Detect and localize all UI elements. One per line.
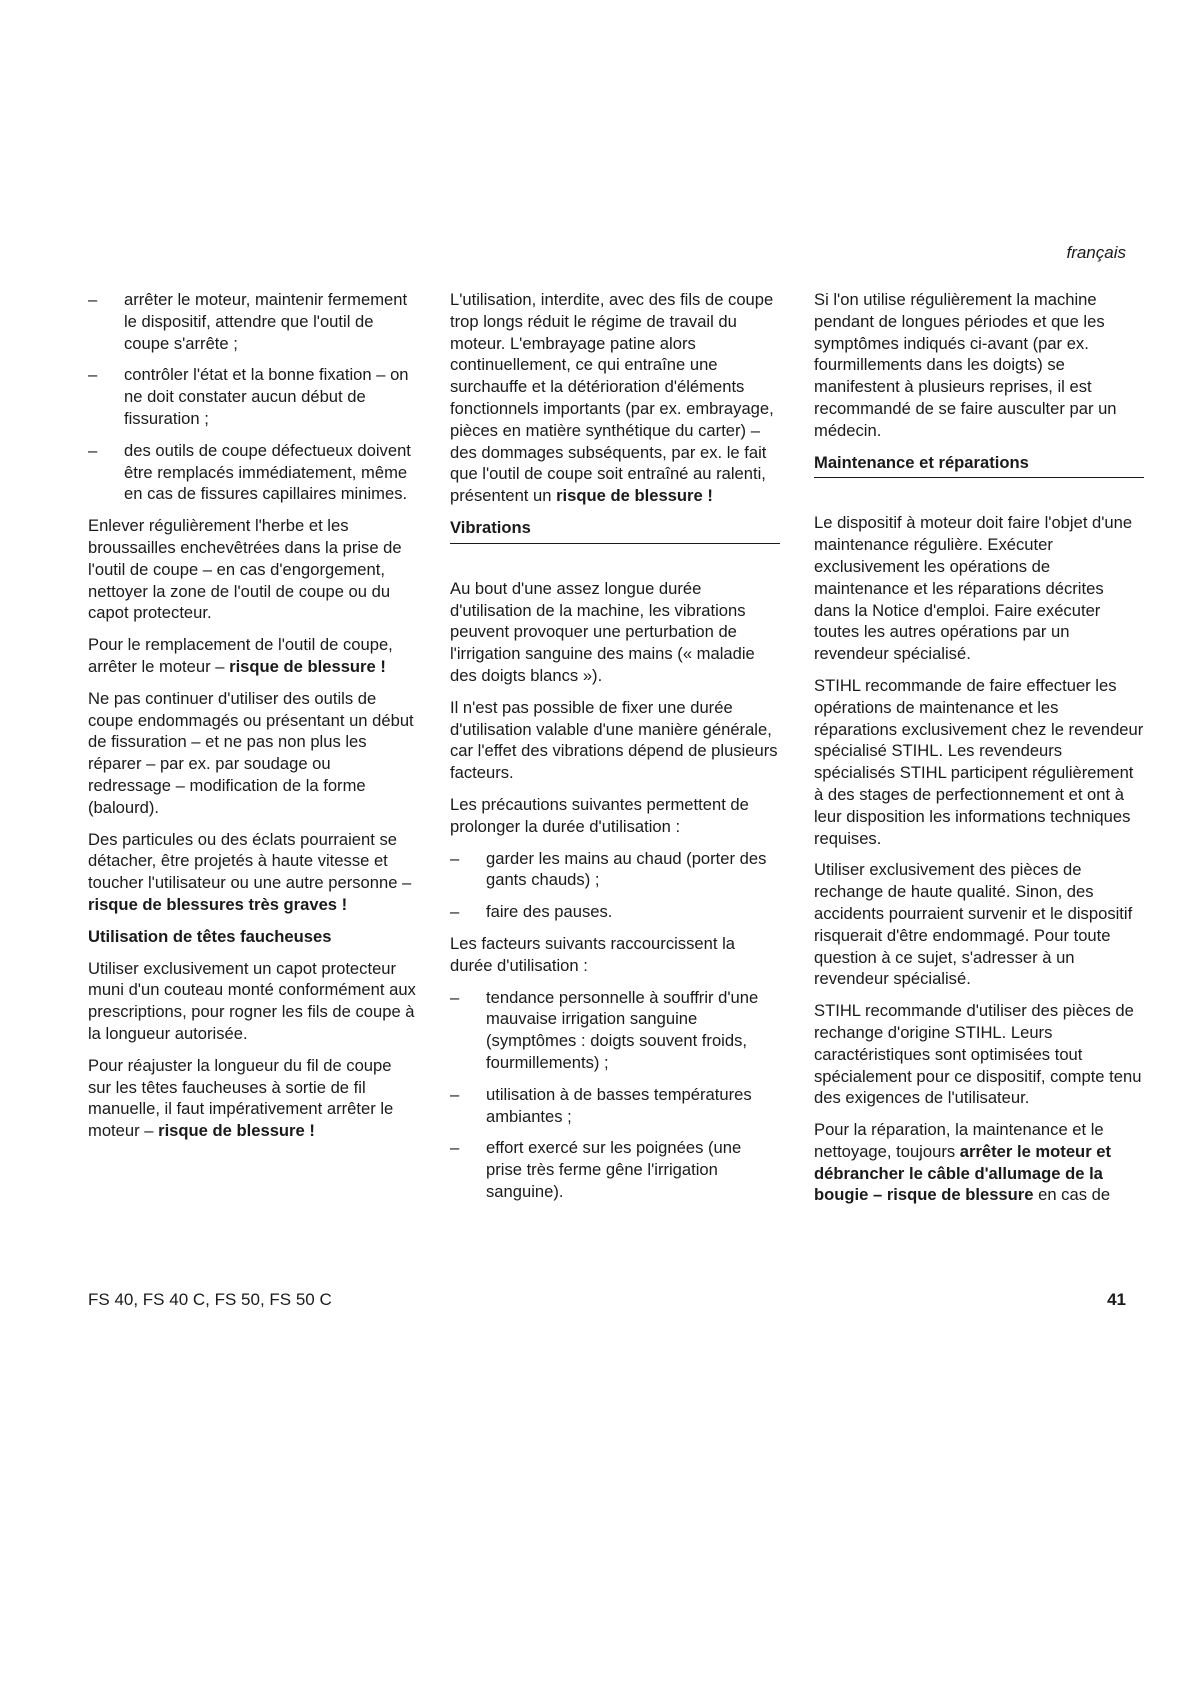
list-item: – contrôler l'état et la bonne fixation – on ne doit constater aucun début de fissuration ; <box>88 364 418 429</box>
section-heading: Maintenance et réparations <box>814 452 1144 479</box>
list-item: – des outils de coupe défectueux doivent être remplacés immédiatement, même en cas de fissures capillaires minimes. <box>88 440 418 505</box>
paragraph: Pour le remplacement de l'outil de coupe, arrêter le moteur – risque de blessure ! <box>88 635 393 676</box>
list-item: – effort exercé sur les poignées (une prise très ferme gêne l'irrigation sanguine). <box>450 1137 780 1202</box>
list-item: – faire des pauses. <box>450 901 780 923</box>
list-item: – arrêter le moteur, maintenir fermement le dispositif, attendre que l'outil de coupe s'arrête ; <box>88 289 418 354</box>
list-item: – utilisation à de basses températures ambiantes ; <box>450 1084 780 1128</box>
paragraph: Pour la réparation, la maintenance et le nettoyage, toujours arrêter le moteur et débrancher le câble d'allumage de la bougie – risque de blessure en cas de <box>814 1120 1112 1205</box>
list-item: – tendance personnelle à souffrir d'une mauvaise irrigation sanguine (symptômes : doigts souvent froids, fourmillements) ; <box>450 987 780 1074</box>
paragraph: Enlever régulièrement l'herbe et les broussailles enchevêtrées dans la prise de l'outil de coupe – en cas d'engorgement, nettoyer la zone de l'outil de coupe ou du capot protecteur. <box>88 516 402 623</box>
paragraph: Pour réajuster la longueur du fil de coupe sur les têtes faucheuses à sortie de fil manuelle, il faut impérativement arrêter le moteur – risque de blessure ! <box>88 1055 394 1141</box>
section-heading: Utilisation de têtes faucheuses <box>88 926 332 946</box>
list-item: – garder les mains au chaud (porter des gants chauds) ; <box>450 848 780 892</box>
warning-text: risque de blessure ! <box>556 486 713 506</box>
column-right <box>814 289 1144 1216</box>
paragraph: Les facteurs suivants raccourcissent la durée d'utilisation : <box>450 933 735 975</box>
paragraph: Au bout d'une assez longue durée d'utilisation de la machine, les vibrations peuvent provoquer une perturbation de l'irrigation sanguine des mains (« maladie des doigts blancs »). <box>450 578 755 685</box>
paragraph: Utiliser exclusivement un capot protecteur muni d'un couteau monté conformément aux prescriptions, pour rogner les fils de coupe à la longueur autorisée. <box>88 958 416 1043</box>
paragraph: Des particules ou des éclats pourraient se détacher, être projetés à haute vitesse et toucher l'utilisateur ou une autre personne – risque de blessures très graves ! <box>88 829 412 914</box>
paragraph: Si l'on utilise régulièrement la machine pendant de longues périodes et que les symptômes indiqués ci-avant (par ex. fourmillements dans les doigts) se manifestent à plusieurs reprises, il est recommandé de se faire ausculter par un médecin. <box>814 290 1117 440</box>
paragraph: STIHL recommande de faire effectuer les opérations de maintenance et les réparations exclusivement chez le revendeur spécialisé STIHL. Les revendeurs spécialisés STIHL participent régulièrement à des stages de perfectionnement et ont à leur disposition les informations techniques requises. <box>814 675 1144 848</box>
page-number: 41 <box>1107 1290 1126 1309</box>
column-middle <box>450 289 780 1213</box>
paragraph: Il n'est pas possible de fixer une durée d'utilisation valable d'une manière générale, car l'effet des vibrations dépend de plusieurs facteurs. <box>450 697 778 783</box>
paragraph: Le dispositif à moteur doit faire l'objet d'une maintenance régulière. Exécuter exclusivement les opérations de maintenance et les réparations décrites dans la Notice d'emploi. Faire exécuter toutes les autres opérations par un revendeur spécialisé. <box>814 513 1133 664</box>
paragraph: Ne pas continuer d'utiliser des outils de coupe endommagés ou présentant un début de fissuration – et ne pas non plus les réparer – par ex. par soudage ou redressage – modification de la forme (balourd). <box>88 688 414 817</box>
paragraph: L'utilisation, interdite, avec des fils de coupe trop longs réduit le régime de travail du moteur. L'embrayage patine alors continuellement, ce qui entraîne une surchauffe et la détérioration d'éléments fonctionnels importants (par ex. embrayage, pièces en matière synthétique du carter) – des dommages subséquents, par ex. le fait que l'outil de coupe soit entraîné au ralenti, présentent un risque de blessure ! <box>450 290 774 506</box>
warning-text: risque de blessure ! <box>158 1121 315 1141</box>
section-heading: Vibrations <box>450 517 780 544</box>
footer-models: FS 40, FS 40 C, FS 50, FS 50 C <box>88 1290 332 1309</box>
warning-text: risque de blessure ! <box>229 656 386 676</box>
paragraph: STIHL recommande d'utiliser des pièces de rechange d'origine STIHL. Leurs caractéristiques sont optimisées tout spécialement pour ce dispositif, compte tenu des exigences de l'utilisateur. <box>814 1001 1142 1108</box>
paragraph: Les précautions suivantes permettent de prolonger la durée d'utilisation : <box>450 794 749 836</box>
warning-text: arrêter le moteur et débrancher le câble d'allumage de la bougie – risque de blessure <box>814 1141 1112 1205</box>
language-label: français <box>1066 243 1126 262</box>
paragraph: Utiliser exclusivement des pièces de rechange de haute qualité. Sinon, des accidents pourraient survenir et le dispositif risquerait d'être endommagé. Pour toute question à ce sujet, s'adresser à un revendeur spécialisé. <box>814 860 1133 989</box>
warning-text: risque de blessures très graves ! <box>88 894 348 914</box>
column-left <box>88 289 418 1152</box>
